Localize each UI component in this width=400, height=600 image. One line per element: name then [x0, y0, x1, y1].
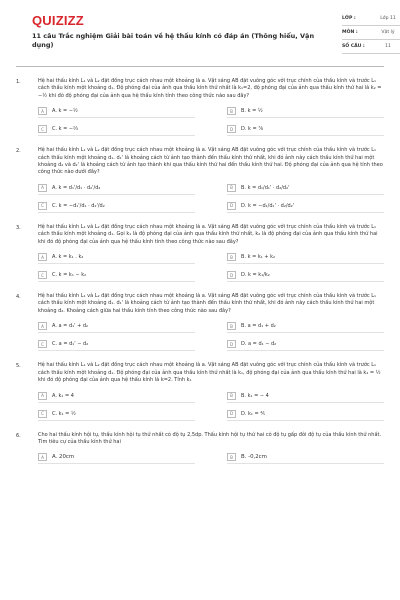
option-letter-box: B — [227, 392, 236, 400]
option-text: C. k₁ = ½ — [52, 410, 76, 417]
option-c[interactable] — [38, 269, 195, 282]
option-text: A. 20cm — [52, 454, 75, 461]
question-4 — [16, 293, 384, 351]
option-d[interactable] — [227, 123, 384, 136]
option-d[interactable] — [227, 408, 384, 421]
question-number: 4. — [16, 294, 21, 301]
option-text: A. k = k₁ . k₂ — [52, 254, 84, 261]
option-a[interactable] — [38, 105, 195, 118]
option-letter-box: A — [38, 184, 47, 192]
option-letter-box: C — [38, 410, 47, 418]
option-letter-box: B — [227, 453, 236, 461]
question-text: Hệ hai thấu kính L₁ và L₂ đặt đồng trục cách nhau một khoảng là a. Vật sáng AB đặt vuông góc với trục chính của thấu kính và trước L₁ cách thấu kính một khoảng d₁. Độ phóng đại của ảnh qua thấu kính thứ nhất là k₁=2, độ phóng đại của ảnh qua thấu kính thứ hai là k₂ = −½ khi đó độ phóng đại của ảnh qua hệ thấu kính tính theo công thức nào sau đây? — [38, 78, 382, 99]
question-3 — [16, 224, 384, 282]
meta-row-count — [342, 40, 400, 54]
option-text: A. k = d₁'/d₁ · d₂'/d₂ — [52, 184, 101, 191]
option-b[interactable] — [227, 182, 384, 195]
option-b[interactable] — [227, 451, 384, 464]
question-text: Hệ hai thấu kính L₁ và L₂ đặt đồng trục cách nhau một khoảng là a. Vật sáng AB đặt vuông góc với trục chính của thấu kính và trước L₁ cách thấu kính một khoảng d₁. d₁' là khoảng cách từ ảnh tạo thành đến thấu kính thứ nhất, khi đó ảnh này cách thấu kính thứ hai một khoảng d₂ và d₂' là khoảng cách từ ảnh tạo thành khi qua thấu kính thứ hai đến thấu kính thứ hai. Độ phóng đại của ảnh qua hệ tính theo công thức nào dưới đây? — [38, 147, 383, 176]
question-text: Hệ hai thấu kính L₁ và L₂ đặt đồng trục cách nhau một khoảng là a. Vật sáng AB đặt vuông góc với trục chính của thấu kính và trước L₁ cách thấu kính một khoảng d₁. d₁' là khoảng cách từ ảnh tạo thành đến thấu kính thứ nhất, khi đó ảnh này cách thấu kính thứ hai một khoảng d₂. Khoảng cách giữa hai thấu kính tính theo công thức nào sau đây? — [38, 293, 377, 314]
option-letter-box: A — [38, 392, 47, 400]
option-a[interactable] — [38, 320, 195, 333]
option-letter-box: D — [227, 340, 236, 348]
option-text: D. k = k₁/k₂ — [241, 272, 270, 279]
option-d[interactable] — [227, 200, 384, 213]
option-b[interactable] — [227, 105, 384, 118]
option-d[interactable] — [227, 269, 384, 282]
option-b[interactable] — [227, 320, 384, 333]
option-b[interactable] — [227, 251, 384, 264]
option-text: B. -0,2cm — [241, 454, 267, 461]
option-a[interactable] — [38, 182, 195, 195]
option-letter-box: D — [227, 202, 236, 210]
question-text: Hệ hai thấu kính L₁ và L₂ đặt đồng trục cách nhau một khoảng là a. Vật sáng AB đặt vuông góc với trục chính của thấu kính và trước L₁ cách thấu kính một khoảng d₁. Gọi k₁ là độ phóng đại của ảnh qua thấu kính thứ nhất, k₂ là độ phóng đại của ảnh qua thấu kính thứ hai khi đó độ phóng đại của ảnh qua hệ thấu kính tính theo công thức nào sau đây? — [38, 223, 378, 245]
option-letter-box: C — [38, 271, 47, 279]
question-6 — [16, 432, 384, 465]
option-text: D. k = ⅞ — [241, 126, 264, 133]
option-text: D. a = d₁ − d₂ — [241, 341, 277, 348]
option-text: B. k = k₁ + k₂ — [241, 254, 276, 261]
option-text: D. k₁ = ⅘ — [241, 410, 266, 417]
option-letter-box: C — [38, 202, 47, 210]
question-2 — [16, 147, 384, 213]
meta-row-subject — [342, 26, 400, 40]
option-letter-box: D — [227, 271, 236, 279]
option-letter-box: B — [227, 107, 236, 115]
option-text: A. k = −½ — [52, 108, 78, 115]
question-1 — [16, 78, 384, 136]
option-c[interactable] — [38, 200, 195, 213]
meta-value: 11 — [385, 44, 391, 49]
question-number: 3. — [16, 224, 21, 231]
option-text: A. a = d₁' + d₂ — [52, 323, 89, 330]
meta-value: Vật lý — [381, 30, 395, 35]
option-letter-box: B — [227, 184, 236, 192]
option-text: B. k = ½ — [241, 108, 263, 115]
meta-key: SỐ CÂU : — [342, 44, 365, 49]
question-text: Hệ hai thấu kính L₁ và L₂ đặt đồng trục cách nhau một khoảng là a. Vật sáng AB đặt vuông góc với trục chính của thấu kính và trước L₁ cách thấu kính một khoảng d₁. Độ phóng đại của ảnh qua thấu kính thứ nhất là k₁, độ phóng đại của ảnh qua thấu kính thứ hai là k₂ = ½ khi đó độ phóng đại của ảnh qua hệ thấu kính là k=2. Tính k₁ — [38, 362, 381, 384]
option-letter-box: A — [38, 322, 47, 330]
option-a[interactable] — [38, 251, 195, 264]
meta-value: Lớp 11 — [380, 16, 396, 21]
header-divider — [16, 66, 384, 67]
option-letter-box: A — [38, 253, 47, 261]
option-a[interactable] — [38, 390, 195, 403]
option-text: B. a = d₁ + d₂ — [241, 323, 276, 330]
option-b[interactable] — [227, 390, 384, 403]
meta-row-class — [342, 12, 400, 26]
option-letter-box: D — [227, 410, 236, 418]
question-5 — [16, 362, 384, 420]
meta-key: MÔN : — [342, 30, 358, 35]
option-text: A. k₁ = 4 — [52, 392, 74, 399]
question-list — [16, 78, 384, 475]
option-letter-box: B — [227, 253, 236, 261]
option-text: B. k₁ = − 4 — [241, 392, 269, 399]
question-number: 5. — [16, 363, 21, 370]
question-text: Cho hai thấu kính hội tụ, thấu kính hội tụ thứ nhất có độ tụ 2,5dp. Thấu kính hội tụ thứ hai có độ tụ gấp đôi độ tụ của thấu kính thứ nhất. Tìm tiêu cự của thấu kính thứ hai — [38, 431, 382, 445]
option-c[interactable] — [38, 338, 195, 351]
option-text: C. k = k₁ − k₂ — [52, 272, 87, 279]
option-d[interactable] — [227, 338, 384, 351]
option-letter-box: C — [38, 340, 47, 348]
quizizz-logo: QUIZIZZ — [32, 13, 84, 28]
meta-key: LỚP : — [342, 16, 356, 21]
option-a[interactable] — [38, 451, 195, 464]
option-c[interactable] — [38, 408, 195, 421]
question-number: 2. — [16, 148, 21, 155]
option-text: C. k = −d₁'/d₁ · d₂'/d₂ — [52, 202, 105, 209]
option-text: B. k = d₁/d₁' · d₂/d₂' — [241, 184, 290, 191]
document-title: 11 câu Trắc nghiệm Giải bài toán về hệ thấu kính có đáp án (Thông hiểu, Vận dụng) — [32, 32, 315, 49]
option-letter-box: A — [38, 453, 47, 461]
option-text: C. a = d₁' − d₂ — [52, 341, 89, 348]
meta-table — [342, 12, 400, 54]
option-letter-box: B — [227, 322, 236, 330]
option-c[interactable] — [38, 123, 195, 136]
question-number: 6. — [16, 432, 21, 439]
option-letter-box: C — [38, 125, 47, 133]
document-header — [16, 0, 396, 66]
option-letter-box: D — [227, 125, 236, 133]
option-text: C. k = −⅔ — [52, 126, 78, 133]
option-text: D. k = −d₁/d₁' · d₂/d₂' — [241, 202, 295, 209]
option-letter-box: A — [38, 107, 47, 115]
question-number: 1. — [16, 79, 21, 85]
